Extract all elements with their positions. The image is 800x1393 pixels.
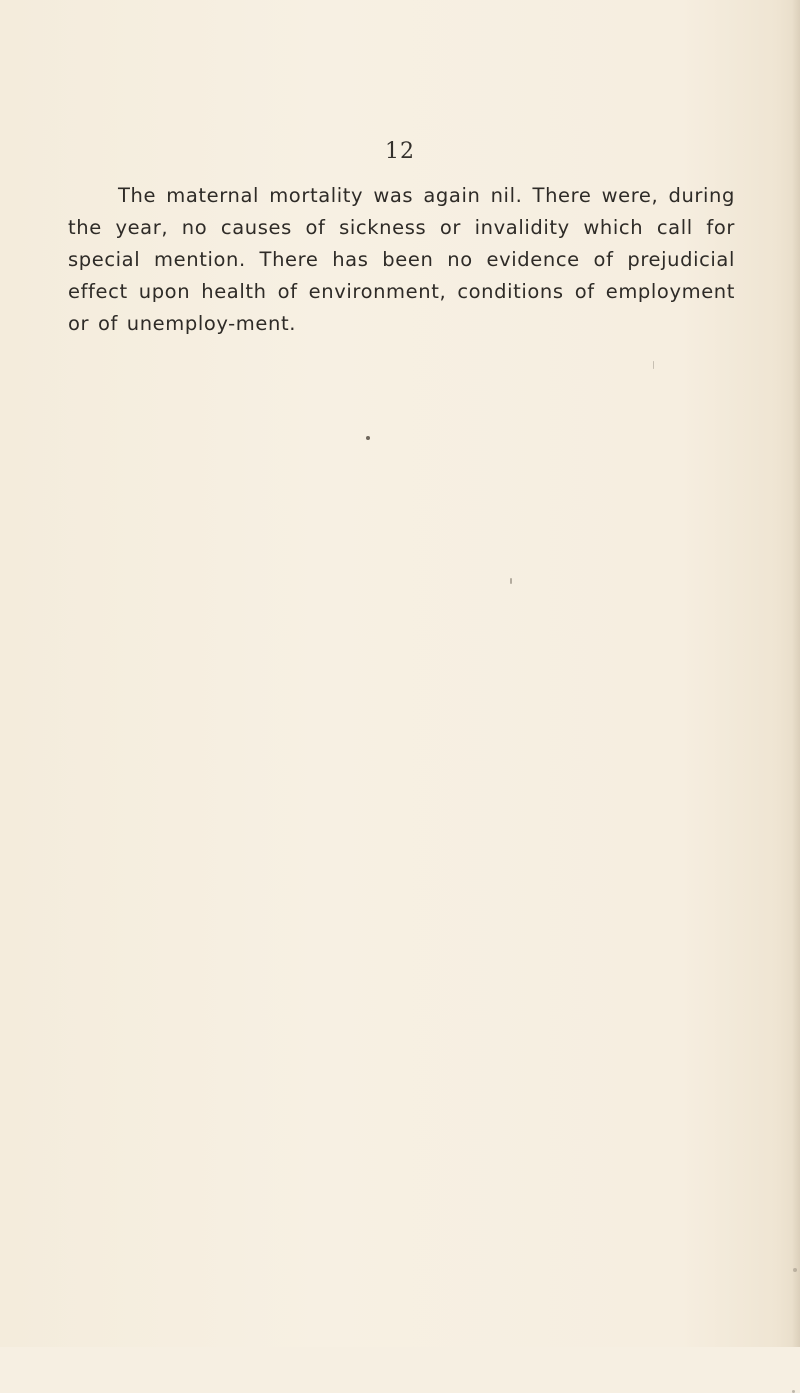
paper-speck — [653, 361, 654, 369]
paper-speck — [793, 1268, 797, 1272]
body-paragraph: The maternal mortality was again nil. There were, during the year, no causes of sickness or invalidity which call for special mention. There has been no evidence of prejudicial effect upon health of environment, conditions of employment or of unemploy-ment. — [68, 184, 735, 335]
page-number: 12 — [385, 139, 415, 164]
paper-speck — [510, 578, 512, 584]
page-edge-shadow — [792, 0, 800, 1347]
paper-speck — [366, 436, 370, 440]
